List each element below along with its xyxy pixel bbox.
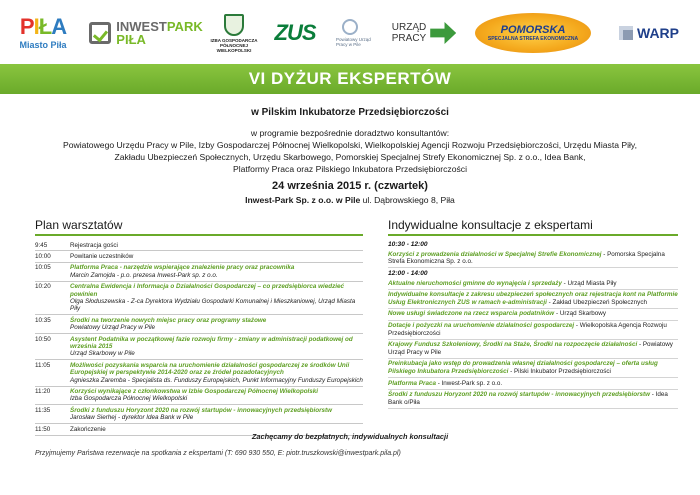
agenda-body [70, 242, 363, 249]
agenda-time: 10:50 [35, 335, 51, 343]
consultation-topic: Nowe usługi świadczone na rzecz wsparcia podatników [388, 310, 555, 318]
table-row [35, 360, 363, 386]
table-row [35, 282, 363, 316]
consultation-topic: Preinkubacja jako wstęp do prowadzenia własnej działalności gospodarczej – oferta usług Pilskiego Inkubatora Przedsiębiorczości [388, 360, 658, 376]
list-item [388, 340, 678, 359]
consultation-provider: - Zakład Ubezpieczeń Społecznych [546, 298, 647, 306]
event-date: 24 września 2015 r. (czwartek) [272, 180, 428, 192]
intro-subtitle: w Pilskim Inkubatorze Przedsiębiorczości [251, 107, 449, 118]
agenda-time: 10:20 [35, 283, 51, 291]
consultation-provider: - Inwest-Park sp. z o.o. [435, 379, 503, 387]
consultation-provider: - Urząd Skarbowy [554, 310, 607, 318]
consultation-provider: - Pilski Inkubator Przedsiębiorczości [508, 368, 611, 376]
izba-shield-icon [224, 14, 244, 36]
consultations-title: Indywidualne konsultacje z ekspertami [388, 218, 678, 236]
pup-circle-icon [342, 19, 358, 35]
title-banner [0, 64, 700, 94]
venue-name: Inwest-Park Sp. z o.o. w Pile [245, 195, 361, 205]
agenda-body [70, 317, 363, 332]
agenda-time: 10:35 [35, 316, 51, 324]
agenda-speaker: Agnieszka Zaremba - Specjalista ds. Funduszy Europejskich, Punkt Informacyjny Funduszy Europejskich [70, 376, 363, 384]
izba-logo-text: IZBA GOSPODARCZA PÓŁNOCNEJ WIELKOPOLSKI [210, 37, 258, 53]
inwest-park-name-b: PARK [166, 19, 203, 34]
agenda-time: 11:05 [35, 361, 51, 369]
pila-logo-sub: Miasto Piła [19, 40, 67, 50]
agenda-topic: Platforma Praca - narzędzie wspierające znalezienie pracy oraz pracownika [70, 264, 295, 272]
logo-strip [0, 0, 700, 64]
agenda-speaker: Jarosław Sierhej - dyrektor Idea Bank w Pile [70, 414, 194, 422]
inwest-park-name-c: PIŁA [116, 32, 146, 47]
urzad-pracy-text-a: URZĄD [391, 22, 427, 33]
agenda-topic: Korzyści wynikające z członkowstwa w Izbie Gospodarczej Północnej Wielkopolski [70, 388, 319, 395]
consultation-time: 10:30 - 12:00 [388, 241, 428, 248]
agenda-time: 10:00 [35, 252, 51, 260]
agenda-body [70, 253, 363, 260]
zus-logo-text: ZUS [274, 20, 316, 45]
agenda-time: 11:50 [35, 425, 51, 433]
venue-address: ul. Dąbrowskiego 8, Piła [360, 195, 455, 205]
table-row [35, 240, 363, 251]
agenda-body [70, 362, 363, 384]
consultation-time: 12:00 - 14:00 [388, 270, 428, 278]
consultation-provider: - Powiatowy Urząd Pracy w Pile [388, 341, 673, 356]
agenda-time: 11:20 [35, 388, 51, 395]
agenda-list [35, 240, 363, 436]
agenda-speaker: Olga Słoduszewska - Z-ca Dyrektora Wydziału Gospodarki Komunalnej i Mieszkaniowej, Urząd Miasta Piły [70, 297, 356, 313]
consultations [388, 218, 678, 409]
table-row [35, 263, 363, 282]
table-row [35, 315, 363, 334]
list-item [388, 321, 678, 340]
agenda-body [70, 283, 363, 313]
list-item [388, 378, 678, 390]
table-row [35, 387, 363, 406]
urzad-pracy-logo [388, 8, 460, 58]
event-venue [0, 195, 700, 205]
list-item [388, 390, 678, 409]
intro-line-1: w programie bezpośrednie doradztwo konsultantów: [250, 128, 450, 138]
footer-contact: Przyjmujemy Państwa rezerwacje na spotkania z ekspertami (T: 690 930 550, E: piotr.truszkowski@inwestpark.pila.pl) [35, 450, 401, 457]
list-item [388, 278, 678, 290]
agenda-item: Zakończenie [70, 425, 106, 433]
consultation-topic: Dotacje i pożyczki na uruchomienie działalności gospodarczej [388, 322, 575, 330]
intro-line-2: Powiatowego Urzędu Pracy w Pile, Izby Gospodarczej Północnej Wielkopolski, Wielkopolskiej Agencji Rozwoju Przedsiębiorczości, Urzędu Miasta Piły, [63, 140, 637, 150]
agenda-topic: Środki na tworzenie nowych miejsc pracy oraz programy stażowe [70, 316, 267, 324]
agenda-speaker: Izba Gospodarcza Północnej Wielkopolski [70, 395, 188, 403]
intro-line-3: Zakładu Ubezpieczeń Społecznych, Urzędu Skarbowego, Pomorskiej Specjalnej Strefy Ekonomicznej Sp. z o.o., Idea Bank, [114, 152, 586, 162]
list-item [388, 290, 678, 309]
urzad-pracy-text-b: PRACY [391, 33, 427, 44]
list-item [388, 249, 678, 268]
agenda-topic: Asystent Podatnika w początkowej fazie rozwoju firmy - zmiany w administracji podatkowej od września 2015 [70, 335, 353, 350]
consultation-topic: Platforma Praca [388, 379, 436, 387]
consultation-provider: - Wielkopolska Agencja Rozwoju Przedsiębiorczości [388, 322, 667, 337]
agenda-body [70, 264, 363, 279]
invite-text: Zachęcamy do bezpłatnych, indywidualnych konsultacji [251, 432, 449, 441]
inwest-park-logo [86, 8, 206, 58]
warp-logo [608, 8, 690, 58]
agenda-time: 9:45 [35, 241, 48, 249]
table-row [35, 251, 363, 262]
pup-logo [336, 8, 381, 58]
pup-logo-text: Powiatowy Urząd Pracy w Pile [336, 36, 371, 47]
page-title: VI DYŻUR EKSPERTÓW [248, 69, 452, 88]
psse-logo-sub: SPECJALNA STREFA EKONOMICZNA [487, 35, 579, 42]
agenda-time: 10:05 [35, 264, 51, 272]
list-item [388, 309, 678, 321]
psse-logo-title: POMORSKA [500, 23, 566, 36]
consultation-topic: Korzyści z prowadzenia działalności w Specjalnej Strefie Ekonomicznej [388, 250, 602, 258]
inwest-park-name-a: INWEST [116, 19, 167, 34]
agenda-body [70, 388, 363, 403]
agenda-item: Powitanie uczestników [70, 252, 134, 260]
intro-line-4: Platformy Praca oraz Pilskiego Inkubatora Przedsiębiorczości [232, 164, 468, 174]
consultation-list [388, 239, 678, 409]
psse-logo [474, 8, 592, 58]
workshop-plan [35, 218, 363, 436]
agenda-speaker: Marcin Zamojda - p.o. prezesa Inwest-Park sp. z o.o. [70, 271, 218, 279]
list-item [388, 359, 678, 378]
agenda-item: Rejestracja gości [70, 241, 118, 249]
consultation-provider: - Pomorska Specjalna Strefa Ekonomiczna Sp. z o.o. [388, 250, 665, 266]
workshop-plan-title: Plan warsztatów [35, 218, 363, 236]
warp-logo-text: WARP [637, 25, 679, 41]
consultation-topic: Aktualne nieruchomości gminne do wynajęcia i sprzedaży [388, 279, 562, 287]
consultation-provider: - Idea Bank o/Piła [388, 391, 668, 406]
consultation-provider: - Urząd Miasta Piły [561, 279, 617, 287]
agenda-topic: Centralna Ewidencja i Informacja o Działalności Gospodarczej – co przedsiębiorca wiedzieć powinien [70, 283, 345, 298]
agenda-time: 11:35 [35, 406, 51, 414]
agenda-body [70, 336, 363, 358]
table-row [35, 405, 363, 424]
zus-logo [270, 8, 320, 58]
pila-logo-text: PIŁA [19, 14, 67, 39]
arrow-right-icon [430, 22, 456, 44]
table-row [35, 334, 363, 360]
agenda-topic: Możliwości pozyskania wsparcia na uruchomienie działalności gospodarczej ze środków Unii Europejskiej w perspektywie 2014-2020 oraz ze źródeł pozadotacyjnych [70, 361, 350, 377]
agenda-speaker: Powiatowy Urząd Pracy w Pile [70, 324, 156, 332]
agenda-body [70, 407, 363, 422]
consultation-topic: Środki z funduszu Horyzont 2020 na rozwój startupów - innowacyjnych przedsiębiorstw [388, 391, 651, 399]
pila-city-logo [12, 8, 74, 58]
consultation-topic: Krajowy Fundusz Szkoleniowy, Środki na Staże, Środki na rozpoczęcie działalności [388, 341, 638, 349]
warp-square-icon [619, 26, 633, 40]
izba-gospodarcza-logo [210, 8, 258, 58]
agenda-speaker: Urząd Skarbowy w Pile [70, 350, 135, 358]
inwest-park-mark-icon [89, 22, 111, 44]
intro-block [0, 107, 700, 205]
agenda-topic: Środki z funduszu Horyzont 2020 na rozwój startupów - innowacyjnych przedsiębiorstw [70, 406, 333, 414]
consultation-topic: Indywidualne konsultacje z zakresu ubezpieczeń społecznych oraz rejestracja kont na Platformie Usług Elektronicznych ZUS w ramach e-administracji [388, 291, 678, 306]
